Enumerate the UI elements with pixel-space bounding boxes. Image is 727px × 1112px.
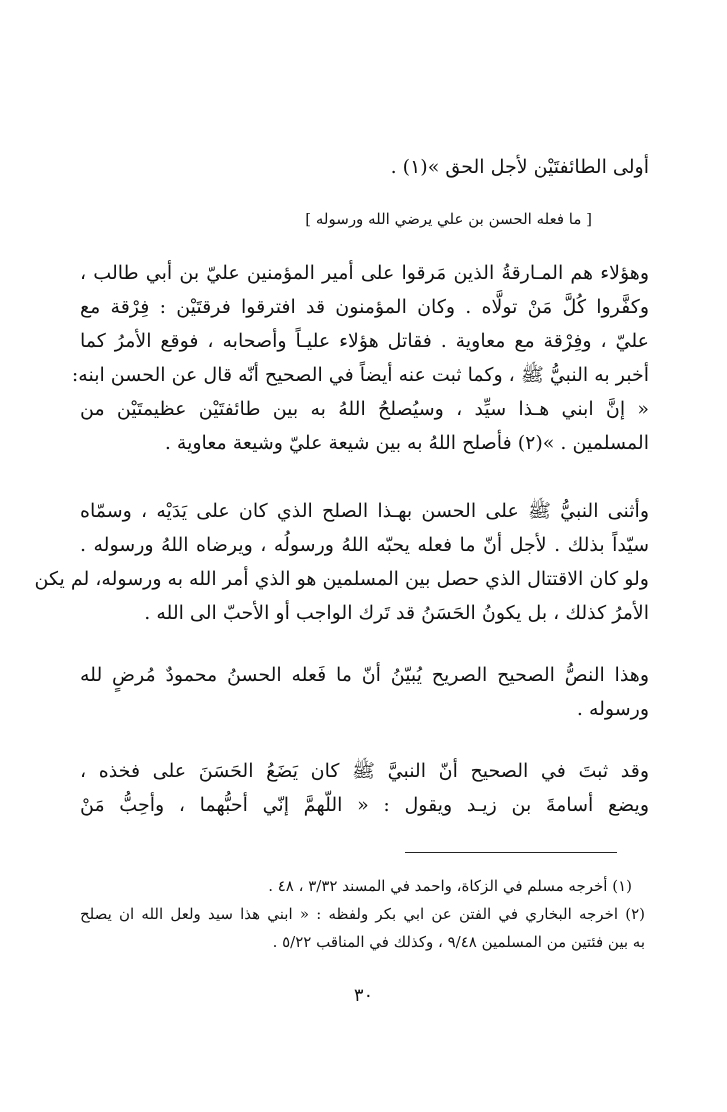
paragraph-1-line-3: عليّ ، وفِرْقة مع معاوية . فقاتل هؤلاء عليـاً وأصحابه ، فوقع الأمرُ كما xyxy=(80,330,649,352)
paragraph-1-line-5: « إنَّ ابني هـذا سيِّد ، وسيُصلحُ اللهُ به بين طائفتَيْن عظيمتَيْن من xyxy=(80,398,649,420)
footnote-2-line-1: (٢) اخرجه البخاري في الفتن عن ابي بكر ولفظه : « ابني هذا سيد ولعل الله ان يصلح xyxy=(80,905,645,923)
paragraph-2-line-3: ولو كان الاقتتال الذي حصل بين المسلمين هو الذي أمر الله به ورسوله، لم يكن xyxy=(34,568,649,590)
paragraph-2-line-2: سيّداً بذلك . لأجل أنّ ما فعله يحبّه اللهُ ورسولُه ، ويرضاه اللهُ ورسوله . xyxy=(80,534,649,556)
paragraph-1-line-6: المسلمين . »(٢) فأصلح اللهُ به بين شيعة عليّ وشيعة معاوية . xyxy=(164,432,649,454)
paragraph-1-line-4: أخبر به النبيُّ ﷺ ، وكما ثبت عنه أيضاً في الصحيح أنّه قال عن الحسن ابنه: xyxy=(71,364,649,386)
paragraph-4-line-1: وقد ثبتَ في الصحيح أنّ النبيَّ ﷺ كان يَضَعُ الحَسَنَ على فخذه ، xyxy=(80,760,649,782)
paragraph-2-line-1: وأثنى النبيُّ ﷺ على الحسن بهـذا الصلح الذي كان على يَدَيْه ، وسمّاه xyxy=(80,500,649,522)
paragraph-4-line-2: ويضع أسامةَ بن زيـد ويقول : « اللّهمَّ إنّي أحبُّهما ، وأحِبُّ مَنْ xyxy=(80,794,649,816)
paragraph-3-line-1: وهذا النصُّ الصحيح الصريح يُبيّنُ أنّ ما فَعله الحسنُ محمودٌ مُرضٍ لله xyxy=(80,664,649,686)
footnote-divider xyxy=(405,852,617,853)
page-number: ٣٠ xyxy=(353,985,374,1006)
paragraph-1-line-2: وكفَّروا كُلَّ مَنْ تولَّاه . وكان المؤمنون قد افترقوا فرقتَيْن : فِرْقة مع xyxy=(80,296,649,318)
paragraph-1-line-1: وهؤلاء هم المـارقةُ الذين مَرقوا على أمير المؤمنين عليّ بن أبي طالب ، xyxy=(80,262,649,284)
footnote-2-line-2: به بين فئتين من المسلمين ٩/٤٨ ، وكذلك في المناقب ٥/٢٢ . xyxy=(272,933,645,951)
paragraph-3-line-2: ورسوله . xyxy=(576,698,649,720)
paragraph-2-line-4: الأمرُ كذلك ، بل يكونُ الحَسَنُ قد تَرك الواجب أو الأحبّ الى الله . xyxy=(144,602,649,624)
footnote-1: (١) أخرجه مسلم في الزكاة، واحمد في المسند ٣/٣٢ ، ٤٨ . xyxy=(268,877,632,895)
intro-line: أولى الطائفتَيْن لأجل الحق »(١) . xyxy=(390,156,649,178)
section-heading: [ ما فعله الحسن بن علي يرضي الله ورسوله ] xyxy=(305,210,592,228)
